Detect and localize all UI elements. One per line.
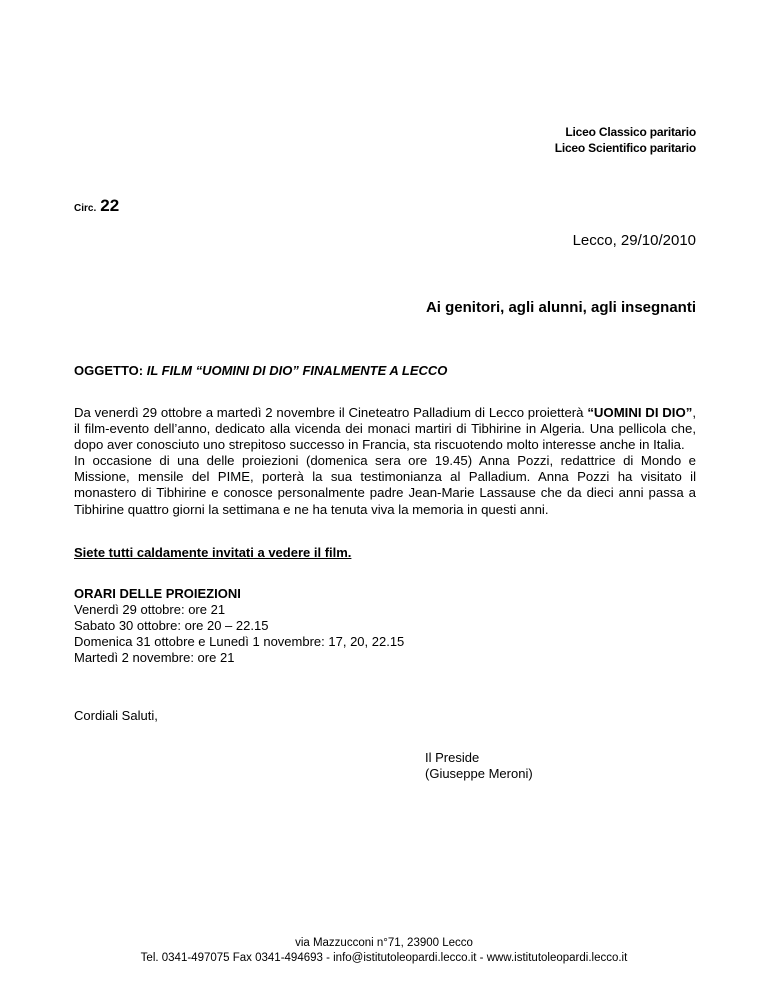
body-paragraph-2: In occasione di una delle proiezioni (domenica sera ore 19.45) Anna Pozzi, redattrice di Mondo e Missione, mensile del PIME, porterà la sua testimonianza al Palladium. Anna Pozzi ha visitato il monastero di Tibhirine e conosce personalmente padre Jean-Marie Lassause che da dieci anni passa a Tibhirine quattro giorni la settimana e ne ha tenuta viva la memoria in questi anni. [74, 453, 696, 517]
circular-number [74, 196, 119, 216]
document-date: Lecco, 29/10/2010 [572, 232, 696, 249]
signature-block [425, 750, 533, 782]
subject-line [74, 363, 447, 378]
signature-name: (Giuseppe Meroni) [425, 766, 533, 781]
schedule-item: Sabato 30 ottobre: ore 20 – 22.15 [74, 618, 269, 633]
footer-contacts: Tel. 0341-497075 Fax 0341-494693 - info@istitutoleopardi.lecco.it - www.istitutoleopardi.lecco.it [140, 952, 628, 964]
subject-label: OGGETTO: [74, 363, 144, 378]
closing-greeting: Cordiali Saluti, [74, 708, 158, 723]
recipients-line: Ai genitori, agli alunni, agli insegnanti [425, 299, 696, 316]
footer-address: via Mazzucconi n°71, 23900 Lecco [295, 937, 473, 949]
invitation-line: Siete tutti caldamente invitati a vedere il film. [74, 545, 352, 560]
schedule-item: Venerdì 29 ottobre: ore 21 [74, 602, 226, 617]
circular-value: 22 [100, 196, 120, 215]
schedule-title: ORARI DELLE PROIEZIONI [74, 586, 241, 601]
schedule-item: Domenica 31 ottobre e Lunedì 1 novembre: 17, 20, 22.15 [74, 634, 405, 649]
body-text [74, 405, 696, 518]
footer [0, 936, 768, 966]
school-header [555, 124, 696, 156]
film-title: “UOMINI DI DIO” [587, 405, 693, 420]
circular-label: Circ. [74, 203, 97, 214]
body-p1-before: Da venerdì 29 ottobre a martedì 2 novembre il Cineteatro Palladium di Lecco proietterà [74, 405, 588, 420]
body-paragraph-1 [74, 405, 696, 453]
header-line-scientifico: Liceo Scientifico paritario [554, 141, 696, 155]
schedule-item: Martedì 2 novembre: ore 21 [74, 650, 235, 665]
header-line-classico: Liceo Classico paritario [565, 125, 696, 139]
signature-role: Il Preside [425, 750, 480, 765]
screening-schedule [74, 586, 404, 666]
subject-text: IL FILM “UOMINI DI DIO” FINALMENTE A LECCO [146, 363, 448, 378]
body-p1-after: , il film-evento dell’anno, dedicato alla vicenda dei monaci martiri di Tibhirine in Algeria. Una pellicola che, dopo aver conosciuto uno strepitoso successo in Francia, sta riscuotendo molto interesse anche in Italia. [74, 405, 696, 453]
